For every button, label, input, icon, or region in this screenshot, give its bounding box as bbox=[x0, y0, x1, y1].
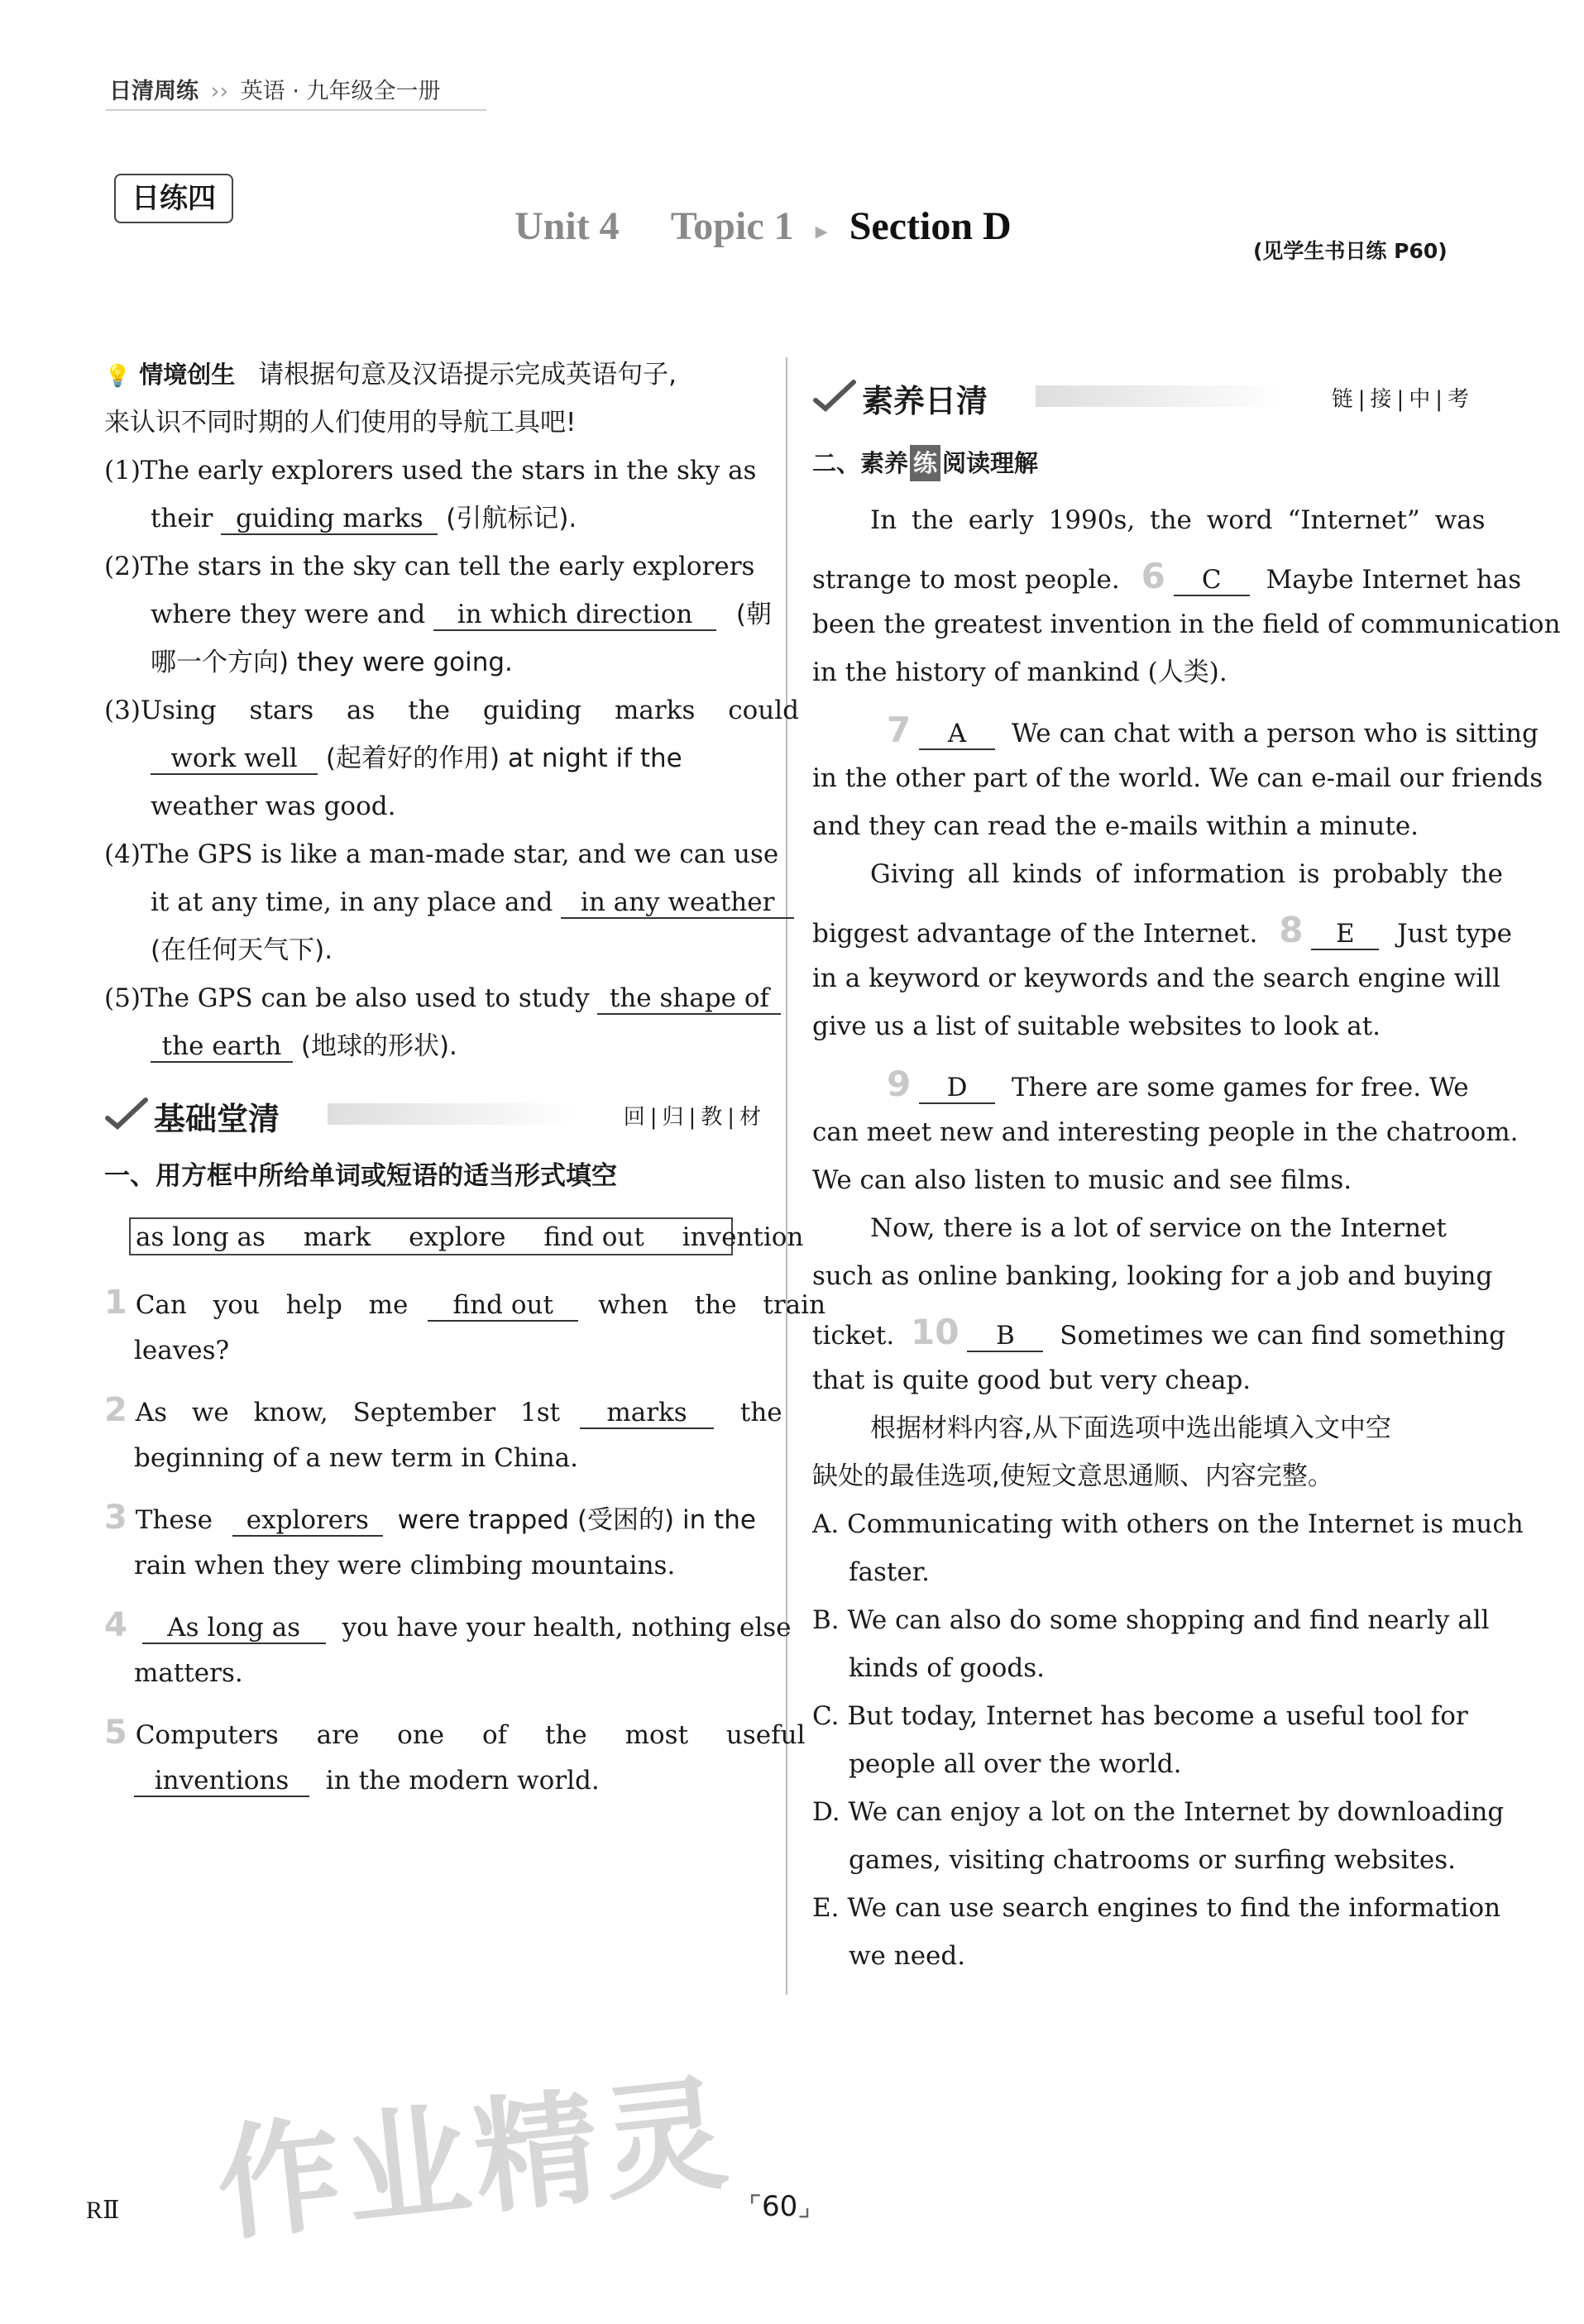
question-number: 5 bbox=[104, 1714, 127, 1752]
item-number: (5) bbox=[104, 983, 141, 1013]
question-3-line2: rain when they were climbing mountains. bbox=[134, 1551, 676, 1580]
title-topic: Topic 1 bbox=[670, 204, 794, 248]
instruction-line2: 缺处的最佳选项,使短文意思通顺、内容完整。 bbox=[812, 1461, 1333, 1491]
blank-number: 9 bbox=[887, 1064, 912, 1104]
question-5-line2 bbox=[134, 1757, 600, 1805]
answer-blank: in any weather bbox=[561, 887, 794, 919]
passage-line bbox=[812, 1308, 1505, 1360]
item-text: it at any time, in any place and bbox=[151, 887, 553, 917]
option-c-line2: people all over the world. bbox=[849, 1749, 1182, 1779]
page-title bbox=[514, 203, 1012, 249]
passage-line bbox=[887, 706, 1539, 758]
question-number: 4 bbox=[104, 1606, 127, 1644]
option-d bbox=[812, 1788, 1504, 1836]
item-text: (地球的形状). bbox=[300, 1031, 457, 1061]
passage-line: that is quite good but very cheap. bbox=[812, 1365, 1251, 1395]
passage-line: and they can read the e-mails within a minute. bbox=[812, 811, 1419, 841]
blank-number: 7 bbox=[887, 710, 912, 750]
page-bracket-right: ⌟ bbox=[797, 2190, 811, 2223]
passage-text: strange to most people. bbox=[812, 565, 1120, 595]
item-number: (4) bbox=[104, 839, 141, 869]
item-text: (引航标记). bbox=[446, 504, 577, 533]
scene-item-3-line2 bbox=[151, 734, 682, 782]
check-pen-icon bbox=[104, 1097, 149, 1130]
item-number: (3) bbox=[104, 696, 141, 725]
passage-line: Now, there is a lot of service on the Internet bbox=[870, 1213, 1447, 1243]
question-text: As we know, September 1st bbox=[135, 1398, 561, 1427]
option-text: Communicating with others on the Internet is much bbox=[847, 1509, 1524, 1539]
part-one-title: 一、用方框中所给单词或短语的适当形式填空 bbox=[104, 1161, 617, 1191]
passage-line: in a keyword or keywords and the search engine will bbox=[812, 964, 1501, 993]
word-option: explore bbox=[409, 1222, 506, 1252]
passage-line: in the other part of the world. We can e-mail our friends bbox=[812, 763, 1543, 793]
answer-blank: inventions bbox=[134, 1766, 309, 1797]
answer-blank: find out bbox=[428, 1290, 578, 1322]
edition-mark: RⅡ bbox=[86, 2197, 120, 2224]
word-option: mark bbox=[303, 1222, 371, 1252]
item-number: (1) bbox=[104, 456, 141, 485]
passage-line: been the greatest invention in the field of communication bbox=[812, 610, 1561, 639]
passage-line bbox=[887, 1060, 1469, 1112]
item-text: where they were and bbox=[151, 600, 426, 629]
title-reference: (见学生书日练 P60) bbox=[1253, 239, 1448, 263]
item-text: (朝 bbox=[735, 600, 773, 629]
question-number: 2 bbox=[104, 1391, 127, 1429]
passage-text: We can chat with a person who is sitting bbox=[1011, 719, 1539, 748]
title-unit: Unit 4 bbox=[514, 204, 620, 248]
option-d-line2: games, visiting chatrooms or surfing websites. bbox=[849, 1845, 1457, 1875]
question-5 bbox=[104, 1709, 805, 1759]
passage-line bbox=[812, 552, 1521, 604]
option-c bbox=[812, 1692, 1468, 1740]
item-text: their bbox=[151, 504, 213, 533]
question-number: 3 bbox=[104, 1499, 127, 1537]
passage-text: ticket. bbox=[812, 1321, 895, 1351]
item-text: The stars in the sky can tell the early explorers bbox=[140, 552, 755, 581]
scene-label: 情境创生 bbox=[139, 361, 236, 389]
answer-blank: work well bbox=[151, 744, 318, 775]
scene-item-5 bbox=[104, 974, 781, 1022]
blank-number: 10 bbox=[911, 1312, 959, 1352]
question-number: 1 bbox=[104, 1284, 127, 1322]
option-text: We can use search engines to find the information bbox=[847, 1893, 1501, 1923]
question-text: the bbox=[739, 1398, 782, 1427]
item-text: The early explorers used the stars in the sky as bbox=[140, 456, 757, 485]
item-text: Using stars as the guiding marks could bbox=[140, 696, 799, 725]
scene-item-1-line2 bbox=[151, 495, 577, 543]
scene-item-2-line3: 哪一个方向) they were going. bbox=[151, 648, 513, 677]
scene-item-1 bbox=[104, 447, 766, 495]
word-box bbox=[129, 1217, 804, 1255]
literacy-heading bbox=[812, 371, 1474, 420]
answer-blank: the shape of bbox=[597, 983, 781, 1015]
question-text: Computers are one of the most useful bbox=[135, 1720, 806, 1750]
scene-item-4-line2 bbox=[151, 878, 794, 926]
header-arrows: ›› bbox=[210, 79, 229, 104]
option-a-line2: faster. bbox=[849, 1557, 930, 1587]
scene-item-2 bbox=[104, 543, 754, 591]
passage-line: In the early 1990s, the word “Internet” was bbox=[870, 505, 1486, 535]
day-badge-label: 日练四 bbox=[132, 182, 216, 215]
passage-line: We can also listen to music and see films. bbox=[812, 1165, 1352, 1195]
answer-blank: B bbox=[967, 1321, 1043, 1352]
answer-blank: in which direction bbox=[433, 600, 716, 631]
option-text: We can also do some shopping and find nearly all bbox=[847, 1605, 1490, 1635]
question-1-line2: leaves? bbox=[134, 1336, 230, 1365]
option-text: We can enjoy a lot on the Internet by downloading bbox=[848, 1797, 1505, 1827]
answer-blank: the earth bbox=[151, 1031, 293, 1063]
option-e-line2: we need. bbox=[849, 1941, 966, 1971]
question-4-line2: matters. bbox=[134, 1658, 243, 1688]
heading-fade-bar bbox=[328, 1103, 576, 1125]
passage-line: such as online banking, looking for a job and buying bbox=[812, 1261, 1493, 1291]
question-text: These bbox=[135, 1505, 213, 1535]
passage-text: biggest advantage of the Internet. bbox=[812, 919, 1258, 949]
answer-blank: explorers bbox=[232, 1505, 383, 1537]
scene-item-4 bbox=[104, 830, 778, 878]
passage-text: There are some games for free. We bbox=[1011, 1073, 1469, 1102]
item-text: The GPS is like a man-made star, and we can use bbox=[140, 839, 779, 869]
option-letter: D. bbox=[812, 1797, 840, 1827]
question-text: Can you help me bbox=[135, 1290, 409, 1320]
option-e bbox=[812, 1884, 1500, 1932]
page-bracket-left: ⌜ bbox=[749, 2190, 762, 2223]
basic-heading-text: 基础堂清 bbox=[154, 1101, 280, 1137]
answer-blank: D bbox=[919, 1073, 995, 1104]
basic-heading bbox=[104, 1088, 766, 1138]
question-text: you have your health, nothing else bbox=[342, 1613, 792, 1643]
option-letter: E. bbox=[812, 1893, 840, 1923]
item-text: (起着好的作用) at night if the bbox=[325, 744, 682, 773]
item-number: (2) bbox=[104, 552, 141, 581]
answer-blank: E bbox=[1311, 919, 1379, 950]
literacy-heading-text: 素养日清 bbox=[862, 383, 988, 419]
scene-item-3-line3: weather was good. bbox=[151, 791, 396, 821]
part-two-suffix: 阅读理解 bbox=[942, 449, 1039, 477]
question-text: in the modern world. bbox=[325, 1766, 600, 1796]
answer-blank: As long as bbox=[142, 1613, 326, 1644]
answer-blank: marks bbox=[580, 1398, 714, 1429]
scene-intro-line1 bbox=[104, 351, 677, 400]
part-two-prefix: 二、素养 bbox=[812, 449, 909, 477]
scene-item-3 bbox=[104, 686, 799, 734]
left-column bbox=[104, 351, 826, 1848]
question-2-line2: beginning of a new term in China. bbox=[134, 1443, 578, 1473]
subject-label: 英语 · 九年级全一册 bbox=[240, 79, 441, 104]
answer-blank: C bbox=[1174, 565, 1250, 596]
word-option: invention bbox=[682, 1222, 804, 1252]
scene-item-4-line3: (在任何天气下). bbox=[151, 935, 333, 965]
scene-item-2-line2 bbox=[151, 591, 772, 638]
scene-intro-line2: 来认识不同时期的人们使用的导航工具吧! bbox=[104, 408, 577, 438]
day-badge bbox=[114, 174, 233, 223]
page-number-value: 60 bbox=[761, 2190, 798, 2223]
watermark-text: 作业精灵 bbox=[210, 2061, 739, 2259]
question-1 bbox=[104, 1279, 826, 1329]
scene-intro-text1: 请根据句意及汉语提示完成英语句子, bbox=[258, 360, 677, 390]
bulb-icon: 💡 bbox=[104, 364, 132, 389]
basic-tag: 回|归|教|材 bbox=[623, 1105, 766, 1130]
practice-badge: 练 bbox=[910, 445, 940, 481]
question-2 bbox=[104, 1386, 782, 1437]
running-header bbox=[109, 73, 441, 105]
part-two-title bbox=[812, 445, 1038, 481]
passage-line: Giving all kinds of information is probably the bbox=[870, 859, 1503, 889]
passage-line: can meet new and interesting people in the chatroom. bbox=[812, 1117, 1519, 1147]
check-pen-icon bbox=[812, 379, 857, 412]
literacy-tag: 链|接|中|考 bbox=[1331, 387, 1474, 412]
heading-fade-bar bbox=[1036, 385, 1284, 407]
watermark-logo bbox=[207, 2033, 739, 2264]
right-column bbox=[812, 371, 1561, 1992]
option-b-line2: kinds of goods. bbox=[849, 1653, 1046, 1683]
option-a bbox=[812, 1500, 1524, 1548]
scene-item-5-line2 bbox=[151, 1022, 457, 1070]
title-arrow: ▸ bbox=[815, 218, 828, 245]
answer-blank: guiding marks bbox=[221, 504, 438, 535]
page-number bbox=[749, 2190, 811, 2223]
word-option: as long as bbox=[136, 1222, 266, 1252]
option-letter: A. bbox=[812, 1509, 840, 1539]
question-text: when the train bbox=[598, 1290, 826, 1320]
passage-text: Sometimes we can find something bbox=[1060, 1321, 1505, 1351]
series-name: 日清周练 bbox=[109, 79, 199, 104]
word-option: find out bbox=[543, 1222, 644, 1252]
option-letter: B. bbox=[812, 1605, 840, 1635]
blank-number: 8 bbox=[1279, 910, 1304, 950]
item-text: The GPS can be also used to study bbox=[140, 983, 590, 1013]
option-letter: C. bbox=[812, 1701, 840, 1731]
passage-text: Just type bbox=[1397, 919, 1512, 949]
answer-blank: A bbox=[919, 719, 995, 750]
header-rule bbox=[106, 109, 486, 111]
blank-number: 6 bbox=[1141, 556, 1165, 596]
title-section: Section D bbox=[849, 204, 1012, 248]
question-3 bbox=[104, 1494, 756, 1544]
passage-text: Maybe Internet has bbox=[1266, 565, 1522, 595]
passage-line: give us a list of suitable websites to look at. bbox=[812, 1011, 1381, 1041]
passage-line: in the history of mankind (人类). bbox=[812, 658, 1227, 687]
passage-line bbox=[812, 906, 1512, 958]
option-text: But today, Internet has become a useful tool for bbox=[847, 1701, 1468, 1731]
instruction-line1: 根据材料内容,从下面选项中选出能填入文中空 bbox=[870, 1413, 1391, 1443]
option-b bbox=[812, 1596, 1490, 1644]
question-4 bbox=[104, 1601, 792, 1652]
question-text: were trapped (受困的) in the bbox=[397, 1505, 756, 1535]
